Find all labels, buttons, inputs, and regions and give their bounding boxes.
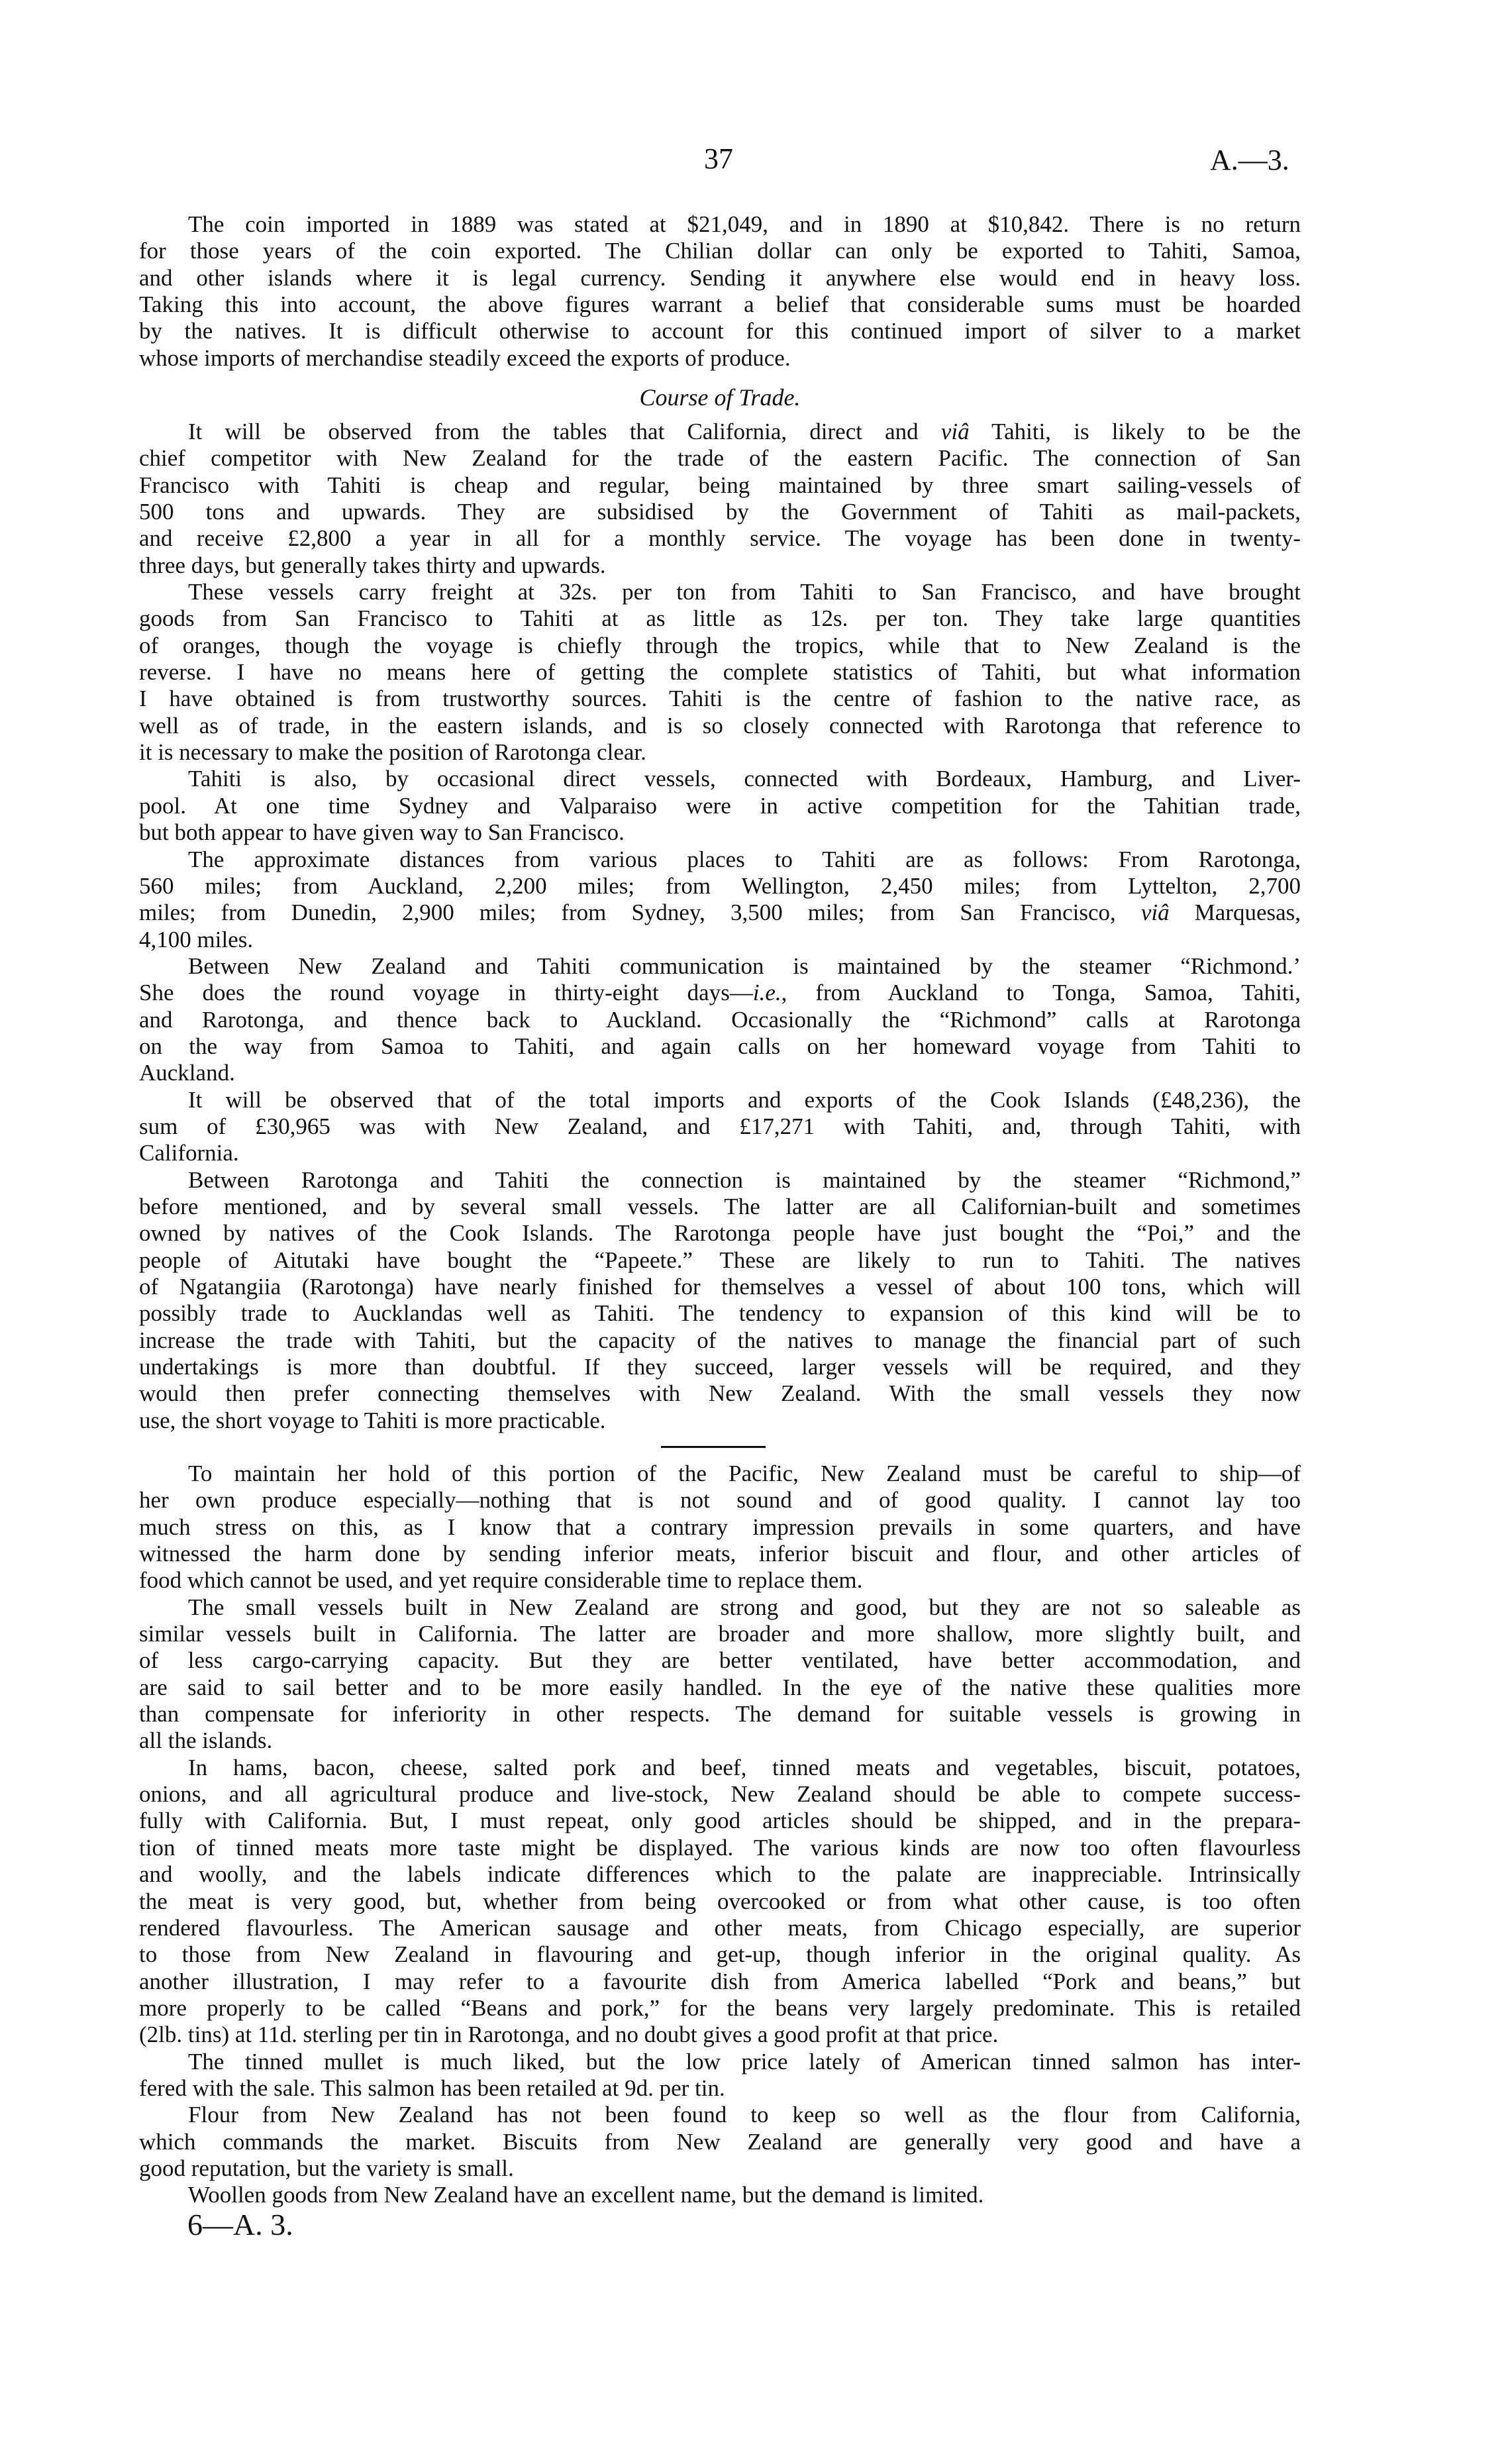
section-course-of-trade — [139, 419, 1301, 1434]
text-line: and Rarotonga, and thence back to Auckland. Occasionally the “Richmond” calls at Rarotonga — [139, 1006, 1301, 1033]
text-line: whose imports of merchandise steadily exceed the exports of produce. — [139, 344, 791, 371]
text-line: much stress on this, as I know that a contrary impression prevails in some quarters, and have — [139, 1514, 1301, 1540]
text-line: of less cargo-carrying capacity. But they are better ventilated, have better accommodation, and — [139, 1647, 1301, 1674]
paragraph — [139, 2049, 1301, 2102]
text-segment: She does the round voyage in thirty-eight days— — [139, 980, 753, 1006]
paragraph — [139, 1594, 1301, 1755]
text-line: These vessels carry freight at 32s. per ton from Tahiti to San Francisco, and have brought — [188, 579, 1301, 605]
section-heading: Course of Trade. — [639, 384, 801, 411]
text-line: use, the short voyage to Tahiti is more practicable. — [139, 1407, 606, 1433]
text-line: of oranges, though the voyage is chiefly through the tropics, while that to New Zealand is the — [139, 632, 1301, 658]
paragraph — [139, 953, 1301, 1087]
text-line: The coin imported in 1889 was stated at $21,049, and in 1890 at $10,842. There is no return — [188, 211, 1301, 237]
text-segment: It will be observed from the tables that California, direct and — [188, 419, 941, 444]
text-line: but both appear to have given way to San Francisco. — [139, 819, 625, 846]
page-signature: 6—A. 3. — [187, 2208, 293, 2241]
text-line: food which cannot be used, and yet require considerable time to replace them. — [139, 1567, 863, 1594]
italic-text: viâ — [1140, 899, 1170, 926]
text-line: The tinned mullet is much liked, but the low price lately of American tinned salmon has inter- — [188, 2048, 1301, 2075]
text-line: rendered flavourless. The American sausage and other meats, from Chicago especially, are superior — [139, 1914, 1301, 1941]
text-line: people of Aitutaki have bought the “Papeete.” These are likely to run to Tahiti. The natives — [139, 1247, 1301, 1273]
text-line: by the natives. It is difficult otherwise to account for this continued import of silver to a market — [139, 318, 1301, 344]
italic-text: i.e. — [752, 980, 781, 1006]
paragraph — [139, 419, 1301, 579]
text-line: onions, and all agricultural produce and live-stock, New Zealand should be able to compete success- — [139, 1781, 1301, 1808]
text-line: goods from San Francisco to Tahiti at as little as 12s. per ton. They take large quantities — [139, 605, 1301, 632]
text-line: for those years of the coin exported. The Chilian dollar can only be exported to Tahiti, Samoa, — [139, 238, 1301, 264]
text-line: In hams, bacon, cheese, salted pork and beef, tinned meats and vegetables, biscuit, potatoes, — [188, 1754, 1301, 1780]
paragraph — [139, 211, 1301, 372]
text-line: on the way from Samoa to Tahiti, and again calls on her homeward voyage from Tahiti to — [139, 1033, 1301, 1059]
paragraph — [139, 2182, 1301, 2208]
text-line: are said to sail better and to be more easily handled. In the eye of the native these qualities more — [139, 1674, 1301, 1700]
text-line: increase the trade with Tahiti, but the capacity of the natives to manage the financial part of such — [139, 1327, 1301, 1353]
text-line: reverse. I have no means here of getting the complete statistics of Tahiti, but what information — [139, 659, 1301, 686]
text-line: chief competitor with New Zealand for the trade of the eastern Pacific. The connection of San — [139, 445, 1301, 472]
text-line: (2lb. tins) at 11d. sterling per tin in Rarotonga, and no doubt gives a good profit at that price. — [139, 2022, 999, 2048]
text-line: Tahiti is also, by occasional direct vessels, connected with Bordeaux, Hamburg, and Liver- — [188, 766, 1301, 792]
text-line: Between New Zealand and Tahiti communication is maintained by the steamer “Richmond.’ — [188, 952, 1301, 979]
text-line: her own produce especially—nothing that is not sound and of good quality. I cannot lay too — [139, 1487, 1301, 1514]
text-line — [139, 980, 1301, 1006]
text-line: The approximate distances from various places to Tahiti are as follows: From Rarotonga, — [188, 846, 1301, 872]
text-line: It will be observed that of the total imports and exports of the Cook Islands (£48,236), the — [188, 1086, 1301, 1113]
text-segment: miles; from Dunedin, 2,900 miles; from Sydney, 3,500 miles; from San Francisco, — [139, 899, 1141, 926]
text-line: of Ngatangiia (Rarotonga) have nearly finished for themselves a vessel of about 100 tons, which will — [139, 1274, 1301, 1300]
text-line: 500 tons and upwards. They are subsidised by the Government of Tahiti as mail-packets, — [139, 499, 1301, 525]
text-line: 4,100 miles. — [139, 926, 254, 952]
text-line: Between Rarotonga and Tahiti the connection is maintained by the steamer “Richmond,” — [188, 1166, 1301, 1193]
text-line — [139, 899, 1301, 926]
text-line: than compensate for inferiority in other respects. The demand for suitable vessels is growing in — [139, 1701, 1301, 1727]
text-line: tion of tinned meats more taste might be displayed. The various kinds are now too often flavourless — [139, 1834, 1301, 1861]
text-line: and other islands where it is legal currency. Sending it anywhere else would end in heavy loss. — [139, 264, 1301, 291]
text-line: The small vessels built in New Zealand are strong and good, but they are not so saleable as — [188, 1594, 1301, 1620]
text-line: Flour from New Zealand has not been found to keep so well as the flour from California, — [188, 2102, 1301, 2128]
paragraph — [139, 1087, 1301, 1167]
text-line: it is necessary to make the position of Rarotonga clear. — [139, 739, 646, 766]
text-line: California. — [139, 1140, 239, 1166]
paragraph — [139, 2102, 1301, 2182]
text-line: the meat is very good, but, whether from being overcooked or from what other cause, is too often — [139, 1888, 1301, 1914]
text-line: before mentioned, and by several small vessels. The latter are all Californian-built and sometimes — [139, 1193, 1301, 1219]
text-line: I have obtained is from trustworthy sources. Tahiti is the centre of fashion to the native race, as — [139, 686, 1301, 712]
text-line: Taking this into account, the above figures warrant a belief that considerable sums must be hoarded — [139, 291, 1301, 318]
section-coin-imports — [139, 211, 1301, 372]
text-line: To maintain her hold of this portion of the Pacific, New Zealand must be careful to ship—of — [188, 1461, 1301, 1486]
text-line: well as of trade, in the eastern islands, and is so closely connected with Rarotonga that reference to — [139, 712, 1301, 739]
page-number: 37 — [704, 142, 733, 175]
paragraph — [139, 766, 1301, 846]
section-divider — [661, 1446, 766, 1448]
text-line: possibly trade to Aucklandas well as Tahiti. The tendency to expansion of this kind will be to — [139, 1300, 1301, 1327]
text-line: three days, but generally takes thirty and upwards. — [139, 552, 606, 578]
text-segment: Marquesas, — [1169, 899, 1301, 926]
text-line: which commands the market. Biscuits from New Zealand are generally very good and have a — [139, 2128, 1301, 2155]
text-line: sum of £30,965 was with New Zealand, and £17,271 with Tahiti, and, through Tahiti, with — [139, 1113, 1301, 1139]
text-line: Francisco with Tahiti is cheap and regular, being maintained by three smart sailing-vessels of — [139, 472, 1301, 498]
text-line: and receive £2,800 a year in all for a monthly service. The voyage has been done in twenty- — [139, 525, 1301, 552]
text-line: owned by natives of the Cook Islands. The Rarotonga people have just bought the “Poi,” and the — [139, 1220, 1301, 1247]
text-line: witnessed the harm done by sending inferior meats, inferior biscuit and flour, and other articles of — [139, 1541, 1301, 1567]
text-line: another illustration, I may refer to a favourite dish from America labelled “Pork and beans,” but — [139, 1968, 1301, 1994]
text-line: Auckland. — [139, 1060, 235, 1086]
text-segment: Tahiti, is likely to be the — [969, 419, 1301, 444]
paragraph — [139, 1461, 1301, 1594]
text-line: similar vessels built in California. The latter are broader and more shallow, more slightly built, and — [139, 1621, 1301, 1647]
paragraph — [139, 1755, 1301, 2049]
paragraph — [139, 579, 1301, 766]
text-line: all the islands. — [139, 1727, 273, 1754]
text-line: more properly to be called “Beans and pork,” for the beans very largely predominate. This is retailed — [139, 1994, 1301, 2021]
paragraph — [139, 847, 1301, 953]
text-line: would then prefer connecting themselves with New Zealand. With the small vessels they now — [139, 1380, 1301, 1407]
text-line: fered with the sale. This salmon has been retailed at 9d. per tin. — [139, 2075, 725, 2101]
section-new-zealand-produce — [139, 1461, 1301, 2209]
text-segment: , from Auckland to Tonga, Samoa, Tahiti, — [781, 980, 1301, 1006]
italic-text: viâ — [940, 419, 970, 444]
text-line — [139, 419, 1301, 445]
text-line: Woollen goods from New Zealand have an excellent name, but the demand is limited. — [188, 2182, 984, 2208]
text-line: pool. At one time Sydney and Valparaiso were in active competition for the Tahitian trade, — [139, 792, 1301, 819]
document-reference: A.—3. — [1210, 144, 1289, 176]
text-line: and woolly, and the labels indicate differences which to the palate are inappreciable. Intrinsically — [139, 1861, 1301, 1888]
text-line: 560 miles; from Auckland, 2,200 miles; from Wellington, 2,450 miles; from Lyttelton, 2,700 — [139, 872, 1301, 899]
text-line: to those from New Zealand in flavouring and get-up, though inferior in the original quality. As — [139, 1941, 1301, 1968]
text-line: fully with California. But, I must repeat, only good articles should be shipped, and in the prepara- — [139, 1808, 1301, 1834]
text-line: good reputation, but the variety is small. — [139, 2155, 514, 2181]
text-line: undertakings is more than doubtful. If they succeed, larger vessels will be required, and they — [139, 1354, 1301, 1380]
paragraph — [139, 1167, 1301, 1434]
